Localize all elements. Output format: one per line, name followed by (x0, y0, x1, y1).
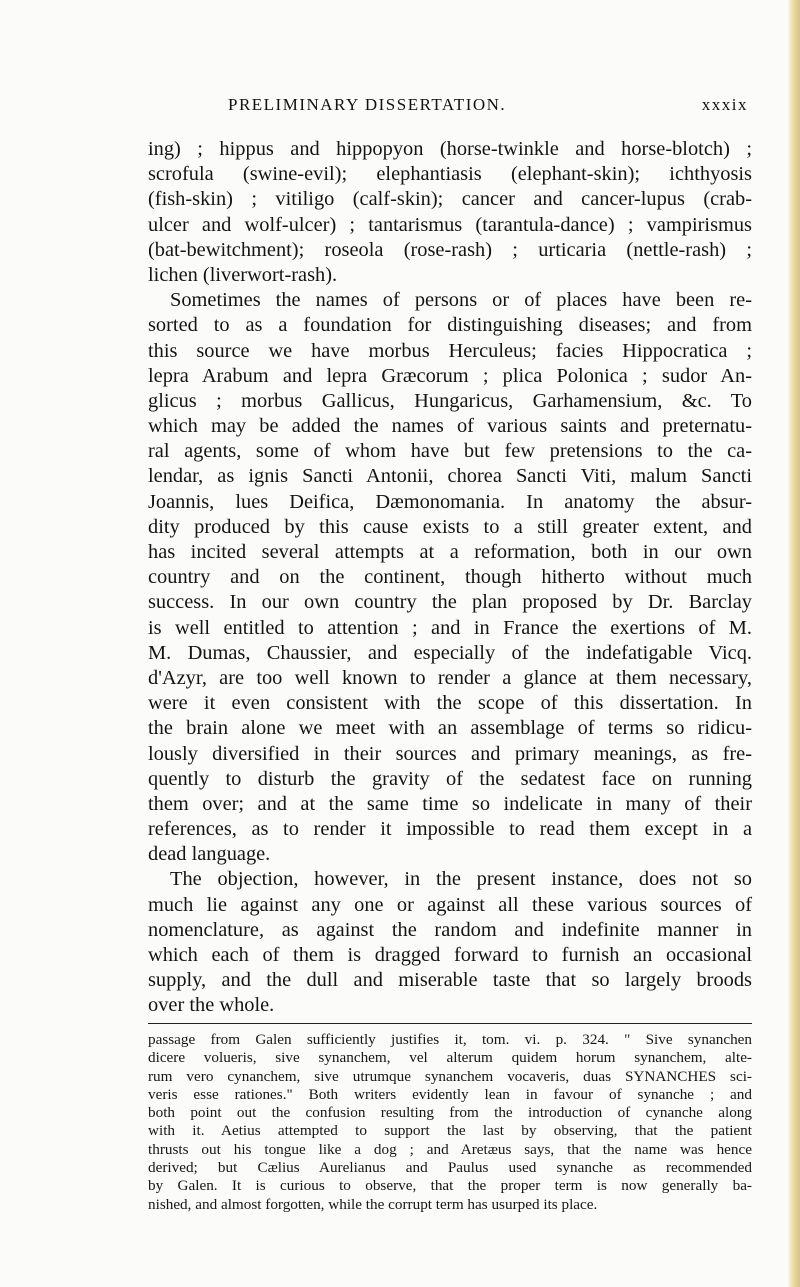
body-line: has incited several attempts at a reformation, both in our own (148, 541, 752, 563)
body-line: references, as to render it impossible to read them except in a (148, 818, 752, 841)
footnote-line: veris esse rationes." Both writers evidently lean in favour of synanche ; and (148, 1085, 752, 1103)
paragraph-start-line: The objection, however, in the present instance, does not so (170, 868, 752, 891)
page-number: xxxix (701, 95, 748, 114)
body-line: Joannis, lues Deifica, Dæmonomania. In anatomy the absur- (148, 490, 752, 513)
paragraph-start-line: Sometimes the names of persons or of places have been re- (170, 289, 752, 312)
body-text (148, 137, 752, 1019)
body-line: supply, and the dull and miserable taste that so largely broods (148, 969, 752, 992)
body-line: nomenclature, as against the random and indefinite manner in (148, 918, 752, 941)
body-line: ulcer and wolf-ulcer) ; tantarismus (tarantula-dance) ; vampirismus (148, 213, 752, 236)
footnote-line: passage from Galen sufficiently justifies it, tom. vi. p. 324. " Sive synanchen (148, 1031, 752, 1048)
footnote-line: by Galen. It is curious to observe, that the proper term is now generally ba- (148, 1177, 752, 1195)
body-line: the brain alone we meet with an assemblage of terms so ridicu- (148, 717, 752, 740)
body-line: ral agents, some of whom have but few pretensions to the ca- (148, 440, 752, 463)
body-line: which may be added the names of various saints and preternatu- (148, 415, 752, 438)
body-line: lendar, as ignis Sancti Antonii, chorea Sancti Viti, malum Sancti (148, 465, 752, 488)
body-line: sorted to as a foundation for distinguishing diseases; and from (148, 314, 752, 337)
running-head: PRELIMINARY DISSERTATION. (228, 95, 507, 114)
footnote-line: dicere volueris, sive synanchem, vel alterum quidem horum synanchem, alte- (148, 1049, 752, 1067)
body-line: (fish-skin) ; vitiligo (calf-skin); cancer and cancer-lupus (crab- (148, 188, 752, 211)
footnote-line: thrusts out his tongue like a dog ; and Aretæus says, that the name was hence (148, 1140, 752, 1158)
footnote-line: with it. Aetius attempted to support the last by observing, that the patient (148, 1122, 752, 1140)
footnote-line: rum vero cynanchem, sive utrumque synanchem vocaveris, duas SYNANCHES sci- (148, 1067, 752, 1085)
body-line: quently to disturb the gravity of the sedatest face on running (148, 767, 752, 790)
page-header (228, 95, 748, 119)
body-line: were it even consistent with the scope of this dissertation. In (148, 692, 752, 715)
body-line: success. In our own country the plan proposed by Dr. Barclay (148, 591, 752, 614)
footnote (148, 1031, 752, 1214)
footnote-line: nished, and almost forgotten, while the corrupt term has usurped its place. (148, 1195, 598, 1213)
body-line: M. Dumas, Chaussier, and especially of the indefatigable Vicq. (148, 641, 752, 664)
body-line: glicus ; morbus Gallicus, Hungaricus, Garhamensium, &c. To (148, 389, 752, 412)
footnote-line: both point out the confusion resulting from the introduction of cynanche along (148, 1104, 752, 1122)
body-line: (bat-bewitchment); roseola (rose-rash) ; urticaria (nettle-rash) ; (148, 238, 752, 261)
body-line: lously diversified in their sources and primary meanings, as fre- (148, 742, 752, 765)
body-line: country and on the continent, though hitherto without much (148, 566, 752, 589)
body-line: scrofula (swine-evil); elephantiasis (elephant-skin); ichthyosis (148, 163, 752, 186)
body-line: which each of them is dragged forward to furnish an occasional (148, 944, 752, 966)
body-line: them over; and at the same time so indelicate in many of their (148, 792, 752, 815)
body-line: is well entitled to attention ; and in France the exertions of M. (148, 616, 752, 639)
body-line: d'Azyr, are too well known to render a glance at them necessary, (148, 666, 752, 689)
body-line: ing) ; hippus and hippopyon (horse-twinkle and horse-blotch) ; (148, 138, 752, 160)
body-line: dity produced by this cause exists to a still greater extent, and (148, 515, 752, 538)
body-line: lepra Arabum and lepra Græcorum ; plica Polonica ; sudor An- (148, 364, 752, 387)
footnote-line: derived; but Cælius Aurelianus and Paulus used synanche as recommended (148, 1159, 752, 1177)
body-line: over the whole. (148, 994, 275, 1017)
body-line: this source we have morbus Herculeus; facies Hippocratica ; (148, 339, 752, 362)
footnote-rule (148, 1023, 752, 1024)
page-edge-shadow (788, 0, 800, 1287)
body-line: dead language. (148, 843, 271, 866)
body-line: lichen (liverwort-rash). (148, 263, 338, 286)
body-line: much lie against any one or against all these various sources of (148, 893, 752, 916)
